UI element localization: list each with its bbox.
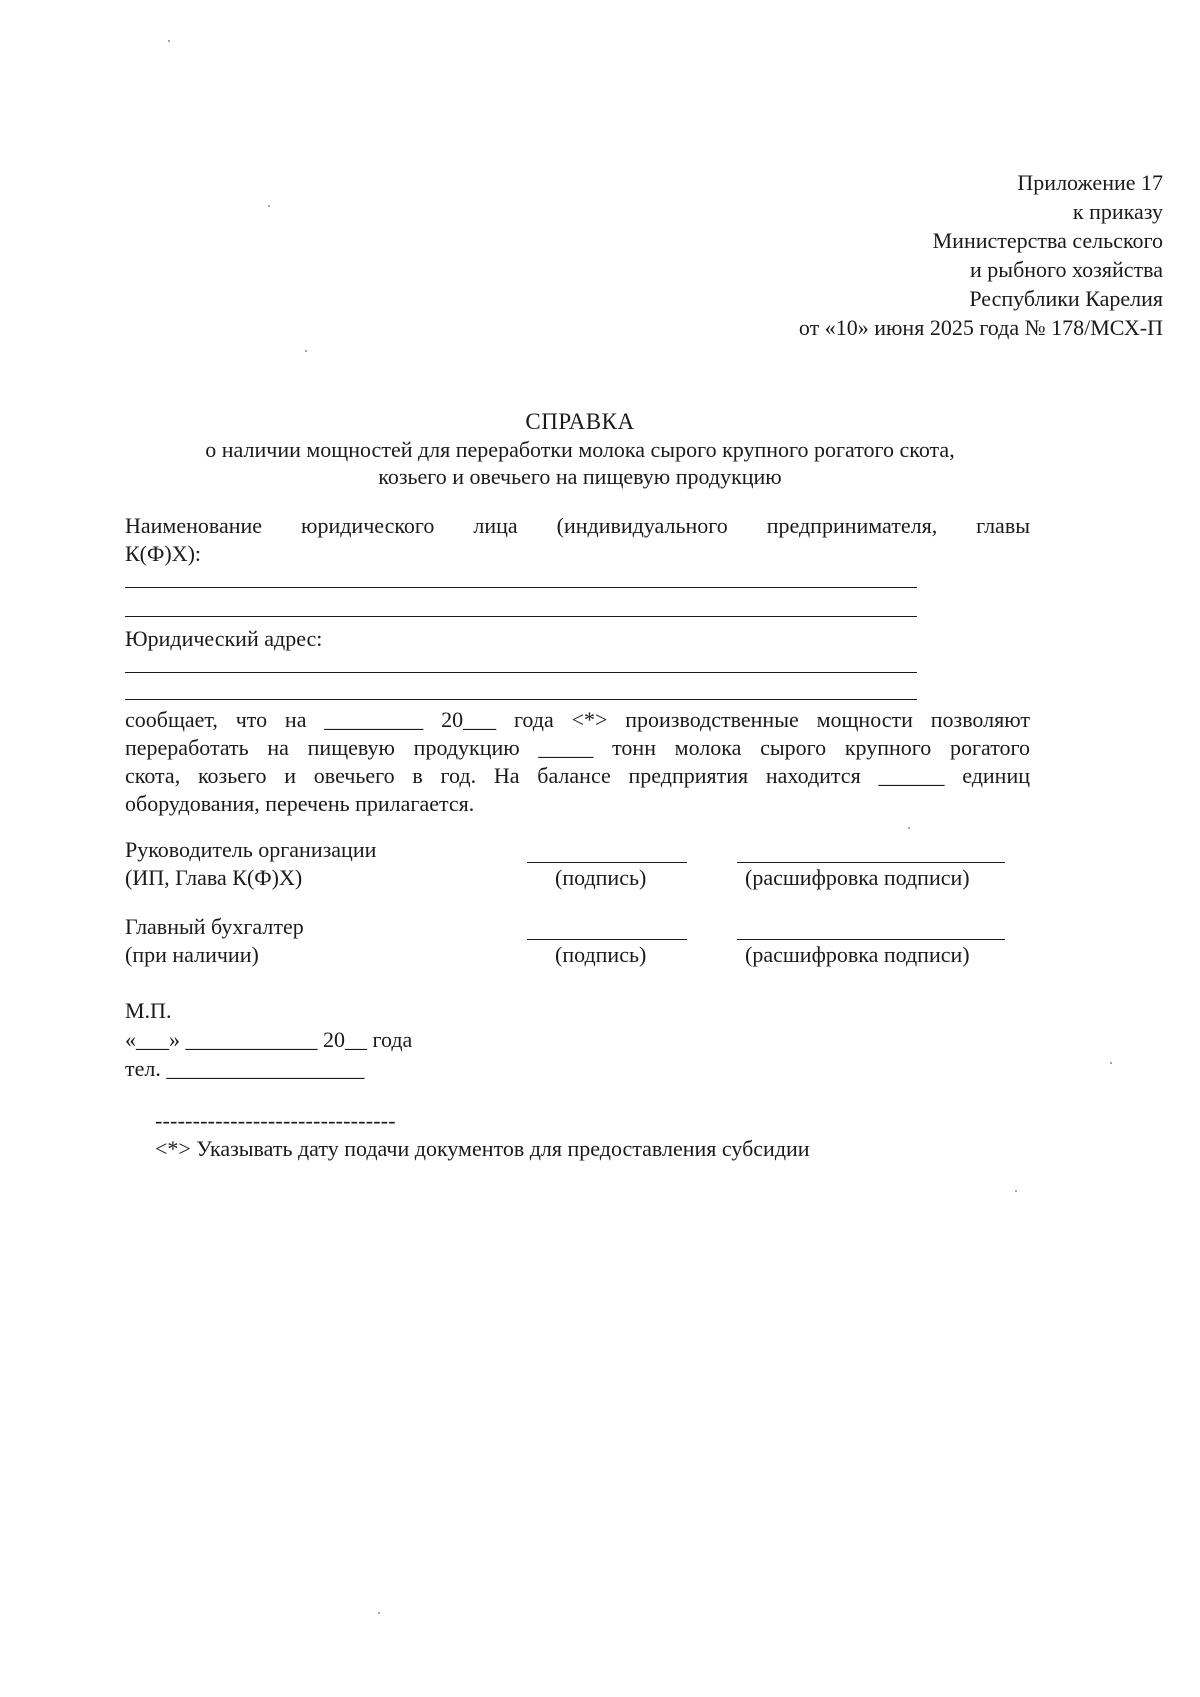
scan-speck [1015, 1190, 1017, 1192]
head-title-line2: (ИП, Глава К(Ф)Х) [125, 865, 303, 890]
scan-speck [168, 40, 170, 42]
accountant-signature-line[interactable] [527, 939, 687, 940]
head-signature-line[interactable] [527, 862, 687, 863]
stamp-place-label: М.П. [125, 998, 172, 1023]
annex-number: Приложение 17 [1017, 170, 1163, 195]
accountant-signature-caption: (подпись) [555, 942, 647, 967]
document-title: СПРАВКА [525, 409, 635, 434]
entity-name-label [125, 512, 1030, 568]
legal-address-label: Юридический адрес: [125, 626, 323, 651]
stamp-date-phone-block [125, 996, 412, 1083]
statement-line1: сообщает, что на _________ 20___ года <*> производственные мощности позволяют [125, 707, 1030, 732]
entity-name-blank-2[interactable] [125, 616, 917, 617]
annex-ministry-line1: Министерства сельского [932, 228, 1163, 253]
legal-address-blank-2[interactable] [125, 699, 917, 700]
head-signature-caption: (подпись) [555, 865, 647, 890]
legal-address-blank-1[interactable] [125, 672, 917, 673]
entity-label-line2: К(Ф)Х): [125, 541, 202, 566]
annex-reference [799, 168, 1163, 342]
annex-order-ref: к приказу [1072, 199, 1163, 224]
footnote-text: <*> Указывать дату подачи документов для предоставления субсидии [155, 1136, 810, 1161]
scan-speck [1110, 1062, 1112, 1064]
head-title-line1: Руководитель организации [125, 837, 377, 862]
annex-ministry-line2: и рыбного хозяйства [970, 257, 1163, 282]
accountant-name-caption: (расшифровка подписи) [745, 942, 970, 967]
scan-speck [305, 350, 307, 352]
head-name-line[interactable] [737, 862, 1005, 863]
statement-line3: скота, козьего и овечьего в год. На балансе предприятия находится ______ единиц [125, 763, 1030, 788]
footnote [155, 1107, 810, 1163]
phone-field[interactable]: тел. __________________ [125, 1056, 365, 1081]
entity-name-blank-1[interactable] [125, 587, 917, 588]
statement-line4: оборудования, перечень прилагается. [125, 791, 475, 816]
scan-speck [908, 827, 910, 829]
document-heading [0, 408, 1160, 490]
annex-order-date: от «10» июня 2025 года № 178/МСХ-П [798, 315, 1163, 340]
footnote-separator: -------------------------------- [155, 1108, 396, 1133]
date-field[interactable]: «___» ____________ 20__ года [125, 1027, 413, 1052]
entity-label-line1: Наименование юридического лица (индивидуального предпринимателя, главы [125, 513, 1030, 538]
scan-speck [268, 205, 270, 207]
annex-republic: Республики Карелия [969, 286, 1163, 311]
capacity-statement [125, 706, 1030, 818]
accountant-name-line[interactable] [737, 939, 1005, 940]
scan-speck [378, 1612, 380, 1614]
statement-line2: переработать на пищевую продукцию _____ тонн молока сырого крупного рогатого [125, 735, 1030, 760]
document-subtitle-line1: о наличии мощностей для переработки молока сырого крупного рогатого скота, [205, 437, 955, 462]
head-name-caption: (расшифровка подписи) [745, 865, 970, 890]
accountant-title-line1: Главный бухгалтер [125, 914, 304, 939]
accountant-title-line2: (при наличии) [125, 942, 259, 967]
document-subtitle-line2: козьего и овечьего на пищевую продукцию [378, 464, 782, 489]
